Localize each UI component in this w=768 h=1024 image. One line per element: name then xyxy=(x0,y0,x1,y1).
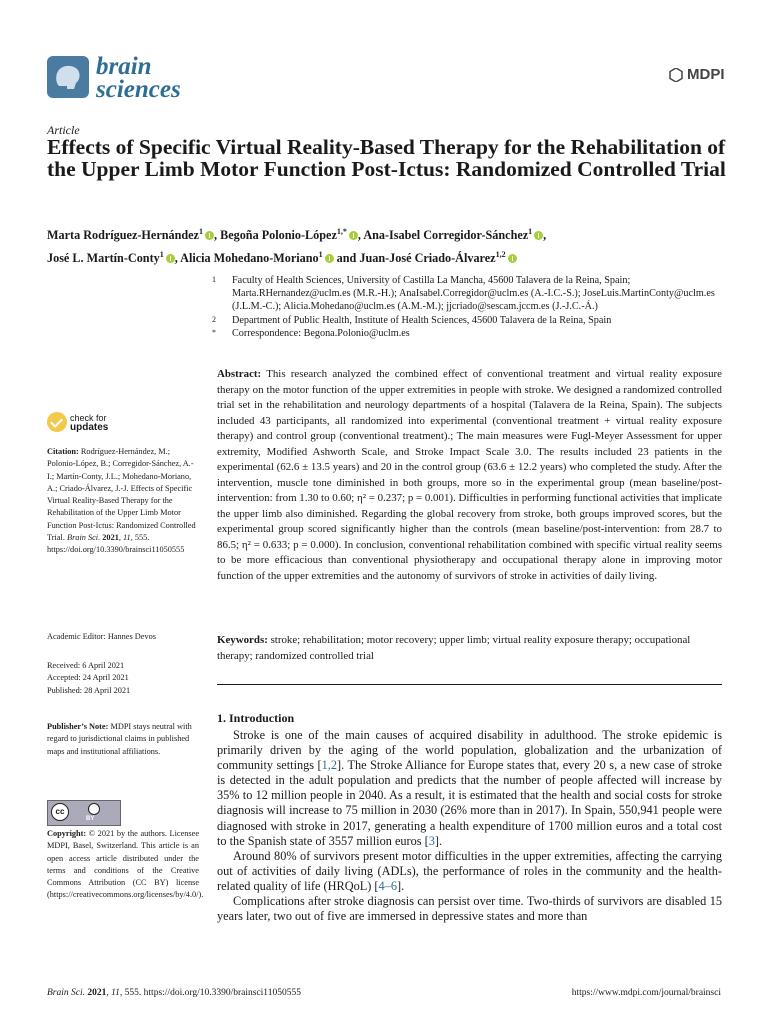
journal-logo-icon xyxy=(47,56,89,98)
section-divider xyxy=(217,684,722,685)
orcid-icon[interactable] xyxy=(508,254,517,263)
introduction-body xyxy=(217,728,722,924)
section-heading: 1. Introduction xyxy=(217,711,295,725)
academic-editor: Academic Editor: Hannes Devos xyxy=(47,632,156,641)
abstract xyxy=(217,367,722,584)
footer-citation: Brain Sci. 2021, 11, 555. https://doi.org/10.3390/brainsci11050555 xyxy=(47,988,301,998)
affiliation-mark: * xyxy=(212,327,216,337)
citation-journal: Brain Sci. xyxy=(67,533,101,543)
publisher-note-text: MDPI stays neutral with regard to jurisdictional claims in published maps and institutional affiliations. xyxy=(47,722,192,756)
published-date: Published: 28 April 2021 xyxy=(47,685,131,695)
paragraph-text: Complications after stroke diagnosis can persist over time. Two-thirds of survivors are disabled 15 years later, two out of five are immersed in depressive states and more than xyxy=(217,894,722,924)
author-affil-mark: 1 xyxy=(318,250,323,260)
paragraph xyxy=(217,849,722,894)
abstract-text: This research analyzed the combined effect of conventional treatment and virtual reality exposure therapy on the motor function of the upper extremities in people with stroke. We designed a randomized controlled trial set in the rehabilitation and neurology departments of a hospital (Talavera de la Reina, Spain). The subjects included 43 participants, all randomized into experimental (conventional treatment + virtual reality exposure therapy) and control group (conventional treatment).; The main measures were Fugl-Meyer Assessment for upper extremity, Modified Ashworth Scale, and Stroke Impact Scale 3.0. The results included 23 patients in the experimental (62.6 ± 13.5 years) and 20 in the control group (63.6 ± 12.2 years) who completed the study. After the intervention, muscle tone diminished in both groups, more so in the experimental group (mean baseline/post-intervention: from 1.30 to 0.60; η² = 0.237; p = 0.001). Difficulties in performing functional activities that implicate the upper limb also diminished. Regarding the global recovery from stroke, both groups improved scores, but the experimental group scored significantly higher than the controls (mean baseline/post-intervention: from 28.7 to 86.5; η² = 0.633; p = 0.000). In conclusion, conventional rehabilitation combined with specific virtual reality seems to be more efficacious than conventional physiotherapy and occupational therapy alone in improving motor function of the upper extremities and the autonomy of survivors of stroke in activities of daily living. xyxy=(217,368,722,582)
paragraph-text: Around 80% of survivors present motor difficulties in the upper extremities, affecting the carrying out of activities of daily living (ADLs), the performance of roles in the community and the health-related quality of life (HRQoL) [ xyxy=(217,848,722,893)
paragraph-text: ]. xyxy=(434,833,443,848)
citation-link[interactable]: 3 xyxy=(428,833,435,848)
citation-link[interactable]: 1,2 xyxy=(321,758,338,773)
orcid-icon[interactable] xyxy=(349,231,358,240)
publisher-name: MDPI xyxy=(687,66,725,83)
author-name[interactable]: Marta Rodríguez-Hernández xyxy=(47,228,199,243)
citation-year: 2021 xyxy=(102,533,119,543)
mdpi-hexagon-icon xyxy=(669,68,683,82)
attribution-icon xyxy=(88,803,100,815)
paragraph-text: ]. xyxy=(396,878,405,893)
paragraph xyxy=(217,728,722,849)
journal-name-line1: brain xyxy=(96,53,152,80)
affiliation-mark: 1 xyxy=(212,275,216,284)
abstract-label: Abstract: xyxy=(217,368,262,380)
author-affil-mark: 1 xyxy=(528,227,533,236)
received-date: Received: 6 April 2021 xyxy=(47,661,125,670)
affiliation-item xyxy=(212,327,732,340)
paragraph-text: Stroke is one of the main causes of acquired disability in adulthood. The stroke epidemic is primarily driven by the aging of the world population, globalization and the urbanization of community settings [ xyxy=(217,728,722,773)
footer-volume: 11 xyxy=(111,988,120,998)
footer-journal: Brain Sci. xyxy=(47,988,85,998)
author-name[interactable]: Alicia Mohedano-Moriano xyxy=(180,251,319,266)
keywords-label: Keywords: xyxy=(217,634,268,646)
copyright-block xyxy=(47,828,204,902)
check-line1: check for xyxy=(70,413,107,423)
copyright-label: Copyright: xyxy=(47,829,87,838)
accepted-date: Accepted: 24 April 2021 xyxy=(47,673,129,683)
affiliation-text: Department of Public Health, Institute of Health Sciences, 45600 Talavera de la Reina, Spain xyxy=(232,314,612,326)
author-affil-mark: 1 xyxy=(198,227,203,236)
affiliation-text: Faculty of Health Sciences, University of Castilla La Mancha, 45600 Talavera de la Reina, Spain; Marta.RHernandez@uclm.es (M.R.-H.); AnaIsabel.Corregidor@uclm.es (A.-I.C.-S.); JoseLuis.MartinConty@uclm.es (J.L.M.-C.); Alicia.Mohedano@uclm.es (A.M.-M.); jjcriado@sescam.jccm.es (J.-J.C.-Á.) xyxy=(232,275,715,313)
keywords xyxy=(217,633,722,664)
orcid-icon[interactable] xyxy=(205,231,214,240)
affiliation-mark: 2 xyxy=(212,314,216,324)
citation-block: Citation: Rodríguez-Hernández, M.; Polonio-López, B.; Corregidor-Sánchez, A.-I.; Martín-Conty, J.L.; Mohedano-Moriano, A.; Criado-Álvarez, J.-J. Effects of Specific Virtual Reality-Based Therapy for the Rehabilitation of the Upper Limb Motor Function Post-Ictus: Randomized Controlled Trial. Brain Sci. 2021, 11, 555. https://doi.org/10.3390/brainsci11050555 xyxy=(47,447,196,555)
affiliation-item xyxy=(212,274,732,314)
author-affil-mark: 1,2 xyxy=(495,250,506,260)
article-title: Effects of Specific Virtual Reality-Based Therapy for the Rehabilitation of the Upper Limb Motor Function Post-Ictus: Randomized Controlled Trial xyxy=(47,135,726,181)
creative-commons-icon: cc xyxy=(51,803,69,821)
orcid-icon[interactable] xyxy=(325,254,334,263)
check-updates-label xyxy=(70,414,108,432)
affiliation-item xyxy=(212,314,732,327)
publisher-note xyxy=(47,721,199,758)
citation-label: Citation: xyxy=(47,447,79,456)
author-name[interactable]: José L. Martín-Conty xyxy=(47,251,160,266)
citation-text: Rodríguez-Hernández, M.; Polonio-López, B.; Corregidor-Sánchez, A.-I.; Martín-Conty, J.L.; Mohedano-Moriano, A.; Criado-Álvarez, J.-J. Effects of Specific Virtual Reality-Based Therapy for the Rehabilitation of the Upper Limb Motor Function Post-Ictus: Randomized Controlled Trial. xyxy=(47,447,196,543)
footer-doi[interactable]: , 555. https://doi.org/10.3390/brainsci11050555 xyxy=(119,988,301,998)
journal-name-line2: sciences xyxy=(96,76,181,103)
orcid-icon[interactable] xyxy=(534,231,543,240)
publisher-note-label: Publisher’s Note: xyxy=(47,722,109,731)
author-affil-mark: 1,* xyxy=(336,227,347,236)
article-type: Article xyxy=(47,123,80,137)
check-line2: updates xyxy=(70,422,109,433)
affiliations xyxy=(212,274,732,340)
author-name[interactable]: Begoña Polonio-López xyxy=(220,228,337,243)
affiliation-text: Correspondence: Begona.Polonio@uclm.es xyxy=(232,327,410,339)
publisher-logo xyxy=(669,66,725,84)
keywords-text: stroke; rehabilitation; motor recovery; upper limb; virtual reality exposure therapy; occupational therapy; randomized controlled trial xyxy=(217,634,691,662)
check-for-updates-button[interactable] xyxy=(47,412,108,437)
paragraph-text: ]. The Stroke Alliance for Europe states that, every 20 s, a new case of stroke is detected in the adult population and predicts that the number of people affected will increase by 35% to 12 million people in 2040. As a result, it is estimated that the health and social costs for stroke diagnosis will increase to 75 million in 2030 (26% more than in 2017). In Spain, 550,941 people were diagnosed with stroke in 2017, generating a health expenditure of 1700 million euros and a total cost to the Spanish state of 3557 million euros [ xyxy=(217,758,722,848)
checkmark-icon xyxy=(47,412,67,432)
author-list: Marta Rodríguez-Hernández$^1$ , Begoña Polonio-López$^{1,*}$ , Ana-Isabel Corregidor-Sánchez$^1$ , José L. Martín-Conty$^1$ , Alicia Mohedano-Moriano$^1$ and Juan-José Criado-Álvarez$^{1,2}$ xyxy=(47,227,547,266)
copyright-text: © 2021 by the authors. Licensee MDPI, Basel, Switzerland. This article is an open access article distributed under the terms and conditions of the Creative Commons Attribution (CC BY) license (https://creativecommons.org/licenses/by/4.0/). xyxy=(47,829,204,900)
by-label: BY xyxy=(86,816,95,822)
author-affil-mark: 1 xyxy=(159,250,164,260)
orcid-icon[interactable] xyxy=(166,254,175,263)
footer-year: 2021 xyxy=(87,988,107,998)
paragraph xyxy=(217,894,722,924)
citation-link[interactable]: 4–6 xyxy=(378,878,397,893)
dates-block xyxy=(47,660,199,697)
journal-name xyxy=(96,55,181,101)
author-name[interactable]: Ana-Isabel Corregidor-Sánchez xyxy=(363,228,529,243)
citation-doi[interactable]: , 555. https://doi.org/10.3390/brainsci11050555 xyxy=(47,533,185,555)
cc-by-license-badge[interactable] xyxy=(47,800,121,826)
footer-journal-url[interactable]: https://www.mdpi.com/journal/brainsci xyxy=(571,988,721,998)
citation-volume: 11 xyxy=(123,533,131,543)
author-name[interactable]: Juan-José Criado-Álvarez xyxy=(359,251,496,266)
